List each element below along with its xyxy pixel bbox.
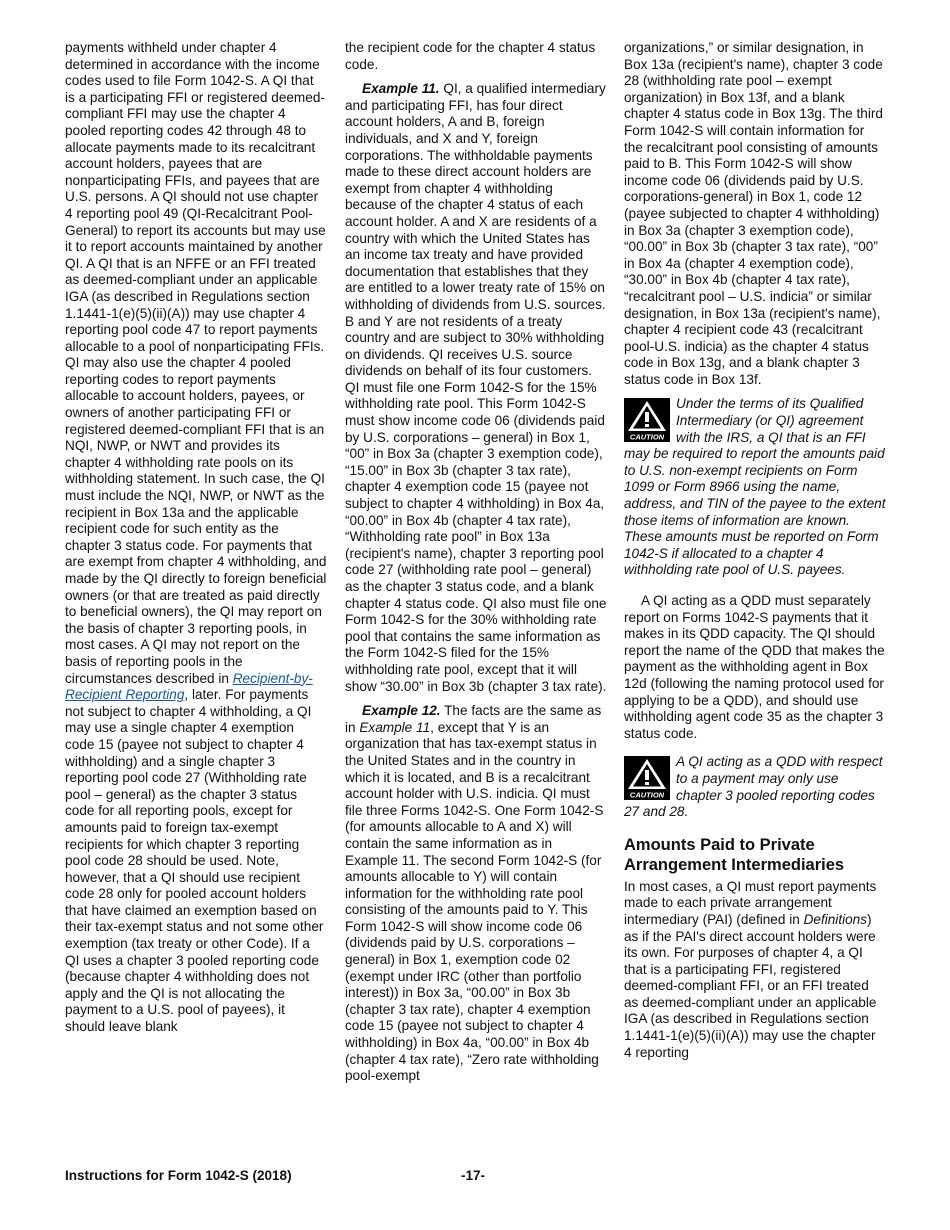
cross-reference-link[interactable]: Recipient-by-Recipient Reporting [65, 670, 313, 703]
paragraph: the recipient code for the chapter 4 status code. [345, 40, 596, 72]
definitions-reference: Definitions [803, 911, 868, 927]
paragraph: A QI acting as a QDD must separately report on Forms 1042-S payments that it makes in its QDD capacity. The QI should report the name of the QDD that makes the payment as the withholding agent in Box 12d (following the naming protocol used for applying to be a QDD), and should use withholding agent code 35 as the chapter 3 status code. [624, 593, 885, 741]
column-right [624, 40, 886, 1061]
page-number: -17- [461, 1168, 486, 1183]
caution-label: CAUTION [629, 790, 665, 800]
paragraph: In most cases, a QI must report payments made to each private arrangement intermediary (PAI) (defined in Definitions) as if the PAI's direct account holders were its own. For purposes of chapter 4, a QI that is a participating FFI, registered deemed-compliant FFI, or an FFI treated as deemed-compliant under an applicable IGA (as described in Regulations section 1.1441-1(e)(5)(ii)(A)) may use the chapter 4 reporting [624, 878, 877, 1060]
caution-label: CAUTION [629, 432, 665, 442]
footer-title: Instructions for Form 1042-S (2018) [65, 1168, 292, 1183]
example-12: Example 12. The facts are the same as in Example 11, except that Y is an organization that has tax-exempt status in the United States and in the country in which it is located, and B is a recalcitrant account holder with U.S. indicia. QI must file three Forms 1042-S. One Form 1042-S (for amounts allocable to A and X) will contain the same information as in Example 11. The second Form 1042-S (for amounts allocable to Y) will contain information for the withholding rate pool consisting of the amounts paid to Y. This Form 1042-S will show income code 06 (dividends paid by U.S. corporations – general) in Box 1, exemption code 02 (exempt under IRC (other than portfolio interest)) in Box 3a, “00.00” in Box 3b (chapter 3 tax rate), chapter 4 exemption code 15 (payee not subject to chapter 4 withholding) in Box 4a, “00.00” in Box 4b (chapter 4 tax rate), “Zero rate withholding pool-exempt [345, 703, 604, 1084]
caution-note: CAUTION Under the terms of its Qualified Intermediary (or QI) agreement with the IRS, a QI that is an FFI may be required to report the amounts paid to U.S. non-exempt recipients on Form 1099 or Form 8966 using the name, address, and TIN of the payee to the extent those items of information are known. These amounts must be reported on Form 1042-S if allocated to a chapter 4 withholding rate pool of U.S. payees. [624, 396, 886, 578]
column-left [65, 40, 327, 1036]
example-11: Example 11. QI, a qualified intermediary and participating FFI, has four direct account holders, A and B, foreign individuals, and X and Y, foreign corporations. The withholdable payments made to these direct account holders are exempt from chapter 4 withholding because of the chapter 4 status of each account holder. A and X are residents of a country with which the United States has an income tax treaty and have provided documentation that establishes that they are entitled to a lower treaty rate of 15% on withholding of dividends from U.S. sources. B and Y are not residents of a treaty country and are subject to 30% withholding on dividends. QI receives U.S. source dividends on behalf of its four customers. QI must file one Form 1042-S for the 15% withholding rate pool. This Form 1042-S must show income code 06 (dividends paid by U.S. corporations – general) in Box 1, “00” in Box 3a (chapter 3 exemption code), “15.00” in Box 3b (chapter 3 tax rate), chapter 4 exemption code 15 (payee not subject to chapter 4 withholding) in Box 4a, “00.00” in Box 4b (chapter 4 tax rate), “Withholding rate pool” in Box 13a (recipient's name), chapter 3 reporting pool code 27 (withholding rate pool – general) as the chapter 3 status code, and a blank chapter 4 status code. QI also must file one Form 1042-S for the 30% withholding rate pool that contains the same information as the Form 1042-S filed for the 15% withholding rate pool, except that it will show “30.00” in Box 3b (chapter 3 tax rate). [345, 81, 607, 694]
caution-icon [624, 756, 670, 800]
example-label: Example 12. [362, 703, 441, 719]
example-label: Example 11. [362, 81, 440, 97]
column-middle [345, 40, 607, 1085]
paragraph: organizations,” or similar designation, in Box 13a (recipient's name), chapter 3 code 28 (withholding rate pool – exempt organization) in Box 13f, and a blank chapter 4 status code in Box 13g. The third Form 1042-S will contain information for the recalcitrant pool consisting of amounts paid to B. This Form 1042-S will show income code 06 (dividends paid by U.S. corporations-general) in Box 1, code 12 (payee subjected to chapter 4 withholding) in Box 3a (chapter 3 exemption code), “00.00” in Box 3b (chapter 3 tax rate), “00” in Box 4a (chapter 4 exemption code), “30.00” in Box 4b (chapter 4 tax rate), “recalcitrant pool – U.S. indicia” or similar designation, in Box 13a (recipient's name), chapter 4 recipient code 43 (recalcitrant pool-U.S. indicia) as the chapter 4 status code in Box 13g, and a blank chapter 3 status code in Box 13f. [624, 40, 883, 387]
paragraph: payments withheld under chapter 4 determined in accordance with the income codes used to file Form 1042-S. A QI that is a participating FFI or registered deemed-compliant FFI may use the chapter 4 pooled reporting codes 42 through 48 to allocate payments made to its recalcitrant account holders, payees that are nonparticipating FFIs, and payees that are U.S. persons. A QI should not use chapter 4 reporting pool 49 (QI-Recalcitrant Pool- General) to report its accounts but may use it to report accounts maintained by another QI. A QI that is an NFFE or an FFI treated as deemed-compliant under an applicable IGA (as described in Regulations section 1.1441-1(e)(5)(ii)(A)) may use chapter 4 reporting pool code 47 to report payments allocable to a pool of nonparticipating FFIs. QI may also use the chapter 4 pooled reporting codes to report payments allocable to account holders, payees, or owners of another participating FFI or registered deemed-compliant FFI that is an NQI, NWP, or NWT and provides its chapter 4 withholding rate pools on its withholding statement. In such case, the QI must include the NQI, NWP, or NWT as the recipient in Box 13a and the applicable recipient code for such entity as the chapter 3 status code. For payments that are exempt from chapter 4 withholding, and made by the QI directly to foreign beneficial owners (or that are treated as paid directly to beneficial owners), the QI may report on the basis of chapter 3 reporting pools, in most cases. A QI may not report on the basis of reporting pools in the circumstances described in Recipient-by-Recipient Reporting, later. For payments not subject to chapter 4 withholding, a QI may use a single chapter 4 exemption code 15 (payee not subject to chapter 4 withholding) and a single chapter 3 reporting pool code 27 (Withholding rate pool – general) as the chapter 3 status code for all reporting pools, except for amounts paid to foreign tax-exempt recipients for which chapter 3 reporting pool code 28 should be used. Note, however, that a QI should use recipient code 28 only for pooled account holders that have claimed an exemption based on their tax-exempt status and not some other exemption (tax treaty or other Code). If a QI uses a chapter 3 pooled reporting code (because chapter 4 withholding does not apply and the QI is not allocating the payment to a U.S. pool of payees), it should leave blank [65, 40, 327, 1035]
caution-note: CAUTION A QI acting as a QDD with respect to a payment may only use chapter 3 pooled reporting codes 27 and 28. [624, 754, 883, 820]
caution-icon [624, 398, 670, 442]
example-reference: Example 11 [359, 719, 431, 735]
section-heading: Amounts Paid to Private Arrangement Intermediaries [624, 835, 845, 874]
